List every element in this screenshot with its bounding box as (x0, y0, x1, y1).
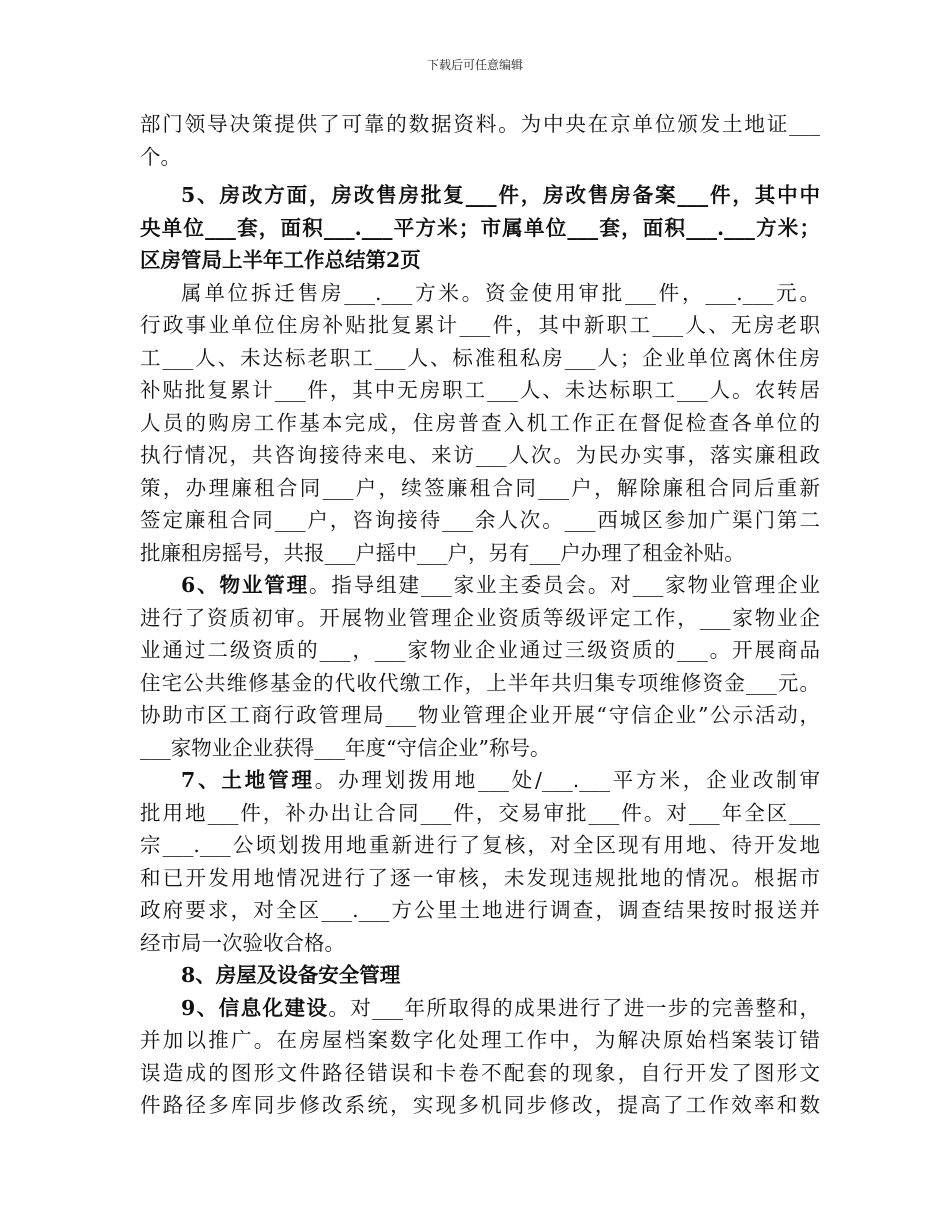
text-line: 和已开发用地情况进行了逐一审核，未发现违规批地的情况。根据市 (140, 865, 820, 890)
text-line: 业通过二级资质的___，___家物业企业通过三级资质的___。开展商品 (140, 638, 820, 662)
section-7-line (140, 764, 820, 797)
text-line: 经市局一次验收合格。 (140, 930, 345, 955)
section-5-line: 5、房改方面，房改售房批复___件，房改售房备案___件，其中中 (181, 183, 820, 207)
text-line: 误造成的图形文件路径错误和卡卷不配套的现象，自行开发了图形文 (140, 1060, 820, 1085)
text-line: 行政事业单位住房补贴批复累计___件，其中新职工___人、无房老职 (140, 313, 820, 337)
section-7-text: 。办理划拨用地___处/___.___平方米，企业改制审 (314, 768, 820, 792)
text-line: 属单位拆迁售房___.___方米。资金使用审批___件，___.___元。 (181, 280, 820, 305)
text-line: 补贴批复累计___件，其中无房职工___人、未达标职工___人。农转居 (140, 378, 820, 402)
text-line: 宗___.___公顷划拨用地重新进行了复核，对全区现有用地、待开发地 (140, 833, 820, 857)
text-line: ___家物业企业获得___年度“守信企业”称号。 (140, 735, 551, 760)
section-9-heading: 9、信息化建设 (181, 995, 329, 1020)
section-7-heading: 7、土地管理 (181, 768, 315, 792)
text-line: 批用地___件，补办出让合同___件，交易审批___件。对___年全区___ (140, 800, 820, 825)
page-header: 下载后可任意编辑 (426, 58, 523, 72)
document-body (140, 108, 820, 1122)
text-line: 协助市区工商行政管理局___物业管理企业开展“守信企业”公示活动， (140, 703, 820, 727)
section-8-heading: 8、房屋及设备安全管理 (181, 963, 401, 987)
page-continuation-title: 区房管局上半年工作总结第2页 (140, 248, 421, 272)
text-line: 住宅公共维修基金的代收代缴工作，上半年共归集专项维修资金___元。 (140, 670, 820, 695)
text-line: 个。 (140, 144, 181, 169)
section-5-line: 央单位___套，面积___.___平方米；市属单位___套，面积___.___方米； (140, 215, 820, 240)
section-9-line (140, 992, 820, 1025)
section-6-text: 。指导组建___家业主委员会。对___家物业管理企业 (309, 573, 821, 597)
text-line: 件路径多库同步修改系统，实现多机同步修改，提高了工作效率和数 (140, 1093, 820, 1117)
text-line: 执行情况，共咨询接待来电、来访___人次。为民办实事，落实廉租政 (140, 443, 820, 467)
section-6-heading: 6、物业管理 (181, 573, 310, 597)
text-line: 策，办理廉租合同___户，续签廉租合同___户，解除廉租合同后重新 (140, 475, 820, 500)
text-line: 人员的购房工作基本完成，住房普查入机工作正在督促检查各单位的 (140, 410, 820, 435)
text-line: 政府要求，对全区___.___方公里土地进行调查，调查结果按时报送并 (140, 898, 820, 922)
section-9-text: 。对___年所取得的成果进行了进一步的完善整和， (328, 995, 821, 1020)
text-line: 签定廉租合同___户，咨询接待___余人次。___西城区参加广渠门第二 (140, 508, 820, 532)
text-line: 批廉租房摇号，共报___户摇中___户，另有___户办理了租金补贴。 (140, 540, 745, 565)
text-line: 部门领导决策提供了可靠的数据资料。为中央在京单位颁发土地证___ (140, 112, 820, 136)
text-line: 进行了资质初审。开展物业管理企业资质等级评定工作，___家物业企 (140, 605, 820, 630)
text-line: 并加以推广。在房屋档案数字化处理工作中，为解决原始档案装订错 (140, 1028, 820, 1052)
section-6-line (140, 569, 820, 602)
text-line: 工___人、未达标老职工___人、标准租私房___人；企业单位离休住房 (140, 345, 820, 370)
